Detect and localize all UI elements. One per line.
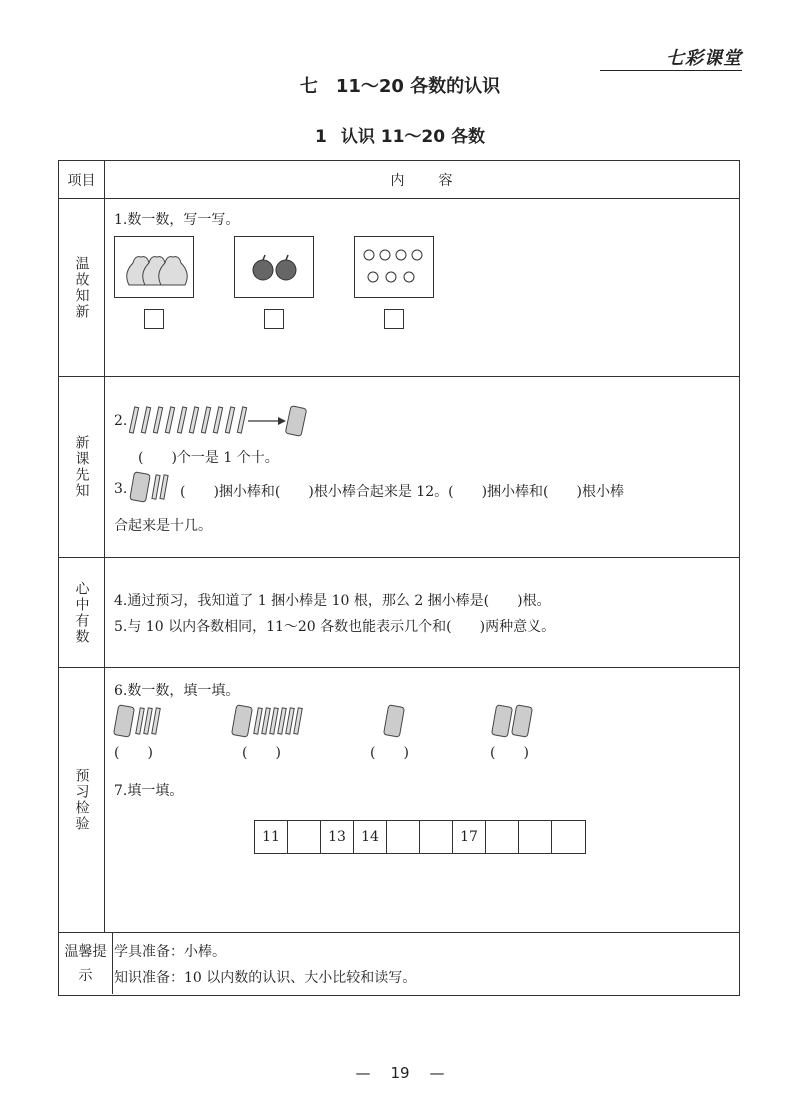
section-title-text: 认识 11～20 各数	[340, 127, 485, 147]
table-row-preview	[59, 377, 739, 558]
question-5: 5.与 10 以内各数相同，11～20 各数也能表示几个和( )两种意义。	[114, 619, 556, 635]
row-label-practice: 预习检验	[59, 668, 105, 932]
bundle-plus-3-sticks-icon	[114, 704, 174, 740]
question-2-text: ( )个一是 1 个十。	[138, 450, 279, 466]
sequence-cell: 14	[354, 821, 387, 853]
row-content-review	[104, 199, 739, 376]
sequence-cell[interactable]	[288, 821, 321, 853]
ten-sticks-icon	[130, 403, 310, 439]
table-row-review	[59, 199, 739, 377]
picture-pears	[114, 236, 194, 298]
tip-tools: 学具准备：小棒。	[114, 944, 226, 960]
pears-icon	[115, 237, 195, 299]
header-content-a: 内	[390, 172, 405, 189]
answer-blank-2[interactable]: ( )	[242, 745, 281, 761]
row-content-tips	[104, 933, 739, 994]
number-sequence-grid	[254, 820, 586, 854]
sequence-cell: 11	[255, 821, 288, 853]
brand-logo: 七彩课堂	[666, 48, 742, 69]
section-title	[0, 122, 800, 147]
row-label-preview: 新课先知	[59, 377, 105, 557]
question-3-number: 3.	[114, 481, 128, 497]
footer-dash-left: —	[355, 1064, 371, 1082]
sequence-cell[interactable]	[486, 821, 519, 853]
row-label-tips: 温馨提示	[59, 933, 113, 994]
answer-blank-4[interactable]: ( )	[490, 745, 529, 761]
question-1: 1.数一数，写一写。	[114, 212, 240, 228]
answer-box-chicks[interactable]	[384, 309, 404, 329]
row-content-practice	[104, 668, 739, 932]
header-content	[104, 161, 739, 198]
sequence-cell: 13	[321, 821, 354, 853]
two-bundles-icon	[492, 704, 542, 740]
picture-chicks	[354, 236, 434, 298]
table-row-tips	[59, 933, 739, 994]
picture-apples	[234, 236, 314, 298]
table-row-practice	[59, 668, 739, 933]
question-4: 4.通过预习，我知道了 1 捆小棒是 10 根，那么 2 捆小棒是( )根。	[114, 593, 551, 609]
bundle-and-sticks-icon	[130, 471, 178, 503]
row-label-understanding: 心中有数	[59, 558, 105, 667]
table-header-row	[59, 161, 739, 199]
page-footer	[0, 1064, 800, 1082]
answer-box-pears[interactable]	[144, 309, 164, 329]
question-7: 7.填一填。	[114, 783, 184, 799]
answer-box-apples[interactable]	[264, 309, 284, 329]
chapter-title-text: 11～20 各数的认识	[335, 76, 501, 97]
footer-dash-right: —	[429, 1064, 445, 1082]
header-label: 项目	[59, 161, 105, 198]
question-6: 6.数一数，填一填。	[114, 683, 240, 699]
header-content-b: 容	[438, 172, 453, 189]
lesson-table	[58, 160, 740, 996]
question-3-line-2: 合起来是十几。	[114, 518, 212, 534]
row-content-preview	[104, 377, 739, 557]
tip-knowledge: 知识准备：10 以内数的认识、大小比较和读写。	[114, 970, 417, 986]
answer-blank-1[interactable]: ( )	[114, 745, 153, 761]
row-content-understanding	[104, 558, 739, 667]
row-label-review: 温故知新	[59, 199, 105, 376]
chicks-icon	[355, 237, 435, 299]
question-2-number: 2.	[114, 413, 128, 429]
question-3-line-1: ( )捆小棒和( )根小棒合起来是 12。( )捆小棒和( )根小棒	[180, 484, 624, 500]
answer-blank-3[interactable]: ( )	[370, 745, 409, 761]
sequence-cell[interactable]	[552, 821, 585, 853]
bundle-plus-6-sticks-icon	[232, 704, 312, 740]
table-row-understanding	[59, 558, 739, 668]
chapter-number: 七	[299, 76, 318, 97]
chapter-title	[0, 72, 800, 98]
one-bundle-icon	[382, 704, 412, 740]
sequence-cell: 17	[453, 821, 486, 853]
sequence-cell[interactable]	[420, 821, 453, 853]
page-number: 19	[390, 1064, 410, 1082]
brand-underline	[600, 70, 742, 71]
sequence-cell[interactable]	[519, 821, 552, 853]
sequence-cell[interactable]	[387, 821, 420, 853]
section-number: 1	[315, 127, 327, 147]
apples-icon	[235, 237, 315, 299]
